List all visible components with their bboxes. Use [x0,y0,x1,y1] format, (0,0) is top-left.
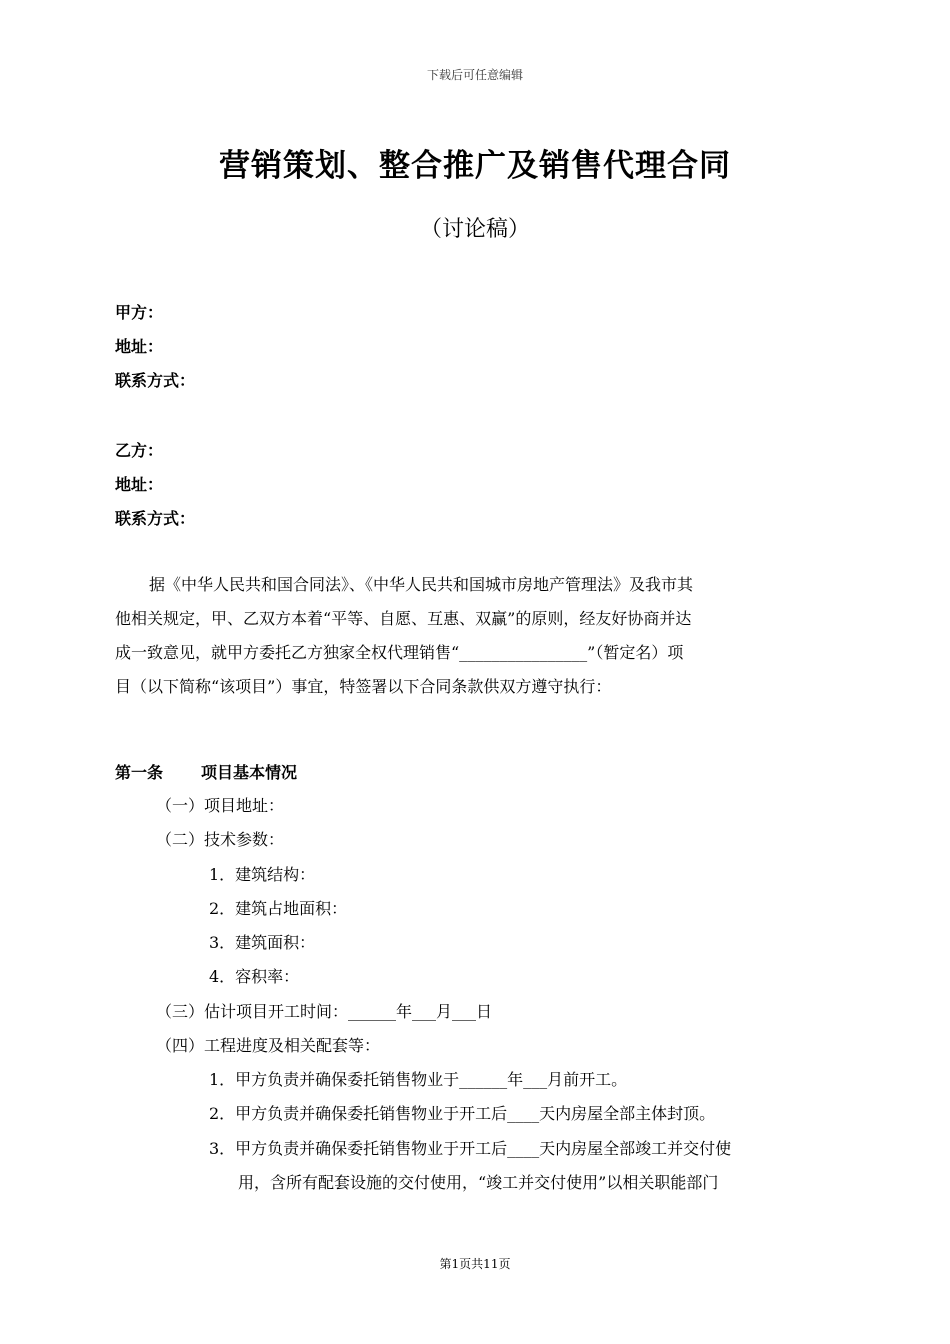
party-a-label: 甲方： [115,303,164,322]
article-number: 第一条 [115,763,164,782]
preamble-paragraph [115,568,837,704]
preamble-line: 他相关规定，甲、乙双方本着“平等、自愿、互惠、双赢”的原则，经友好协商并达 [115,609,692,628]
party-a-contact-label: 联系方式： [115,371,196,390]
article-item: （二）技术参数： [156,830,285,849]
article-subitem: 3．甲方负责并确保委托销售物业于开工后____天内房屋全部竣工并交付使 [209,1139,732,1158]
party-b-contact-label: 联系方式： [115,509,196,528]
article-item: （四）工程进度及相关配套等： [156,1036,381,1055]
preamble-line: 成一致意见，就甲方委托乙方独家全权代理销售“________________”（暂定名）项 [115,643,684,662]
article-item: （三）估计项目开工时间：______年___月___日 [156,1002,493,1021]
page-header-note: 下载后可任意编辑 [426,68,523,82]
page-number: 第1页共11页 [439,1257,511,1271]
party-b-address-label: 地址： [115,475,164,494]
article-subitem: 3．建筑面积： [209,933,316,952]
article-subitem-continuation: 用，含所有配套设施的交付使用，“竣工并交付使用”以相关职能部门 [238,1173,719,1192]
preamble-line: 目（以下简称“该项目”）事宜，特签署以下合同条款供双方遵守执行： [115,677,612,696]
article-title: 项目基本情况 [201,763,298,782]
preamble-line: 据《中华人民共和国合同法》、《中华人民共和国城市房地产管理法》及我市其 [149,575,694,594]
article-item: （一）项目地址： [156,796,285,815]
party-b-label: 乙方： [115,441,164,460]
article-subitem: 1．甲方负责并确保委托销售物业于______年___月前开工。 [209,1070,628,1089]
document-subtitle: （讨论稿） [419,217,530,242]
article-subitem: 1．建筑结构： [209,865,316,884]
article-subitem: 2．建筑占地面积： [209,899,348,918]
party-a-address-label: 地址： [115,337,164,356]
article-subitem: 2．甲方负责并确保委托销售物业于开工后____天内房屋全部主体封顶。 [209,1104,716,1123]
article-1-heading [115,760,297,783]
document-title: 营销策划、整合推广及销售代理合同 [219,148,731,184]
article-subitem: 4．容积率： [209,967,300,986]
